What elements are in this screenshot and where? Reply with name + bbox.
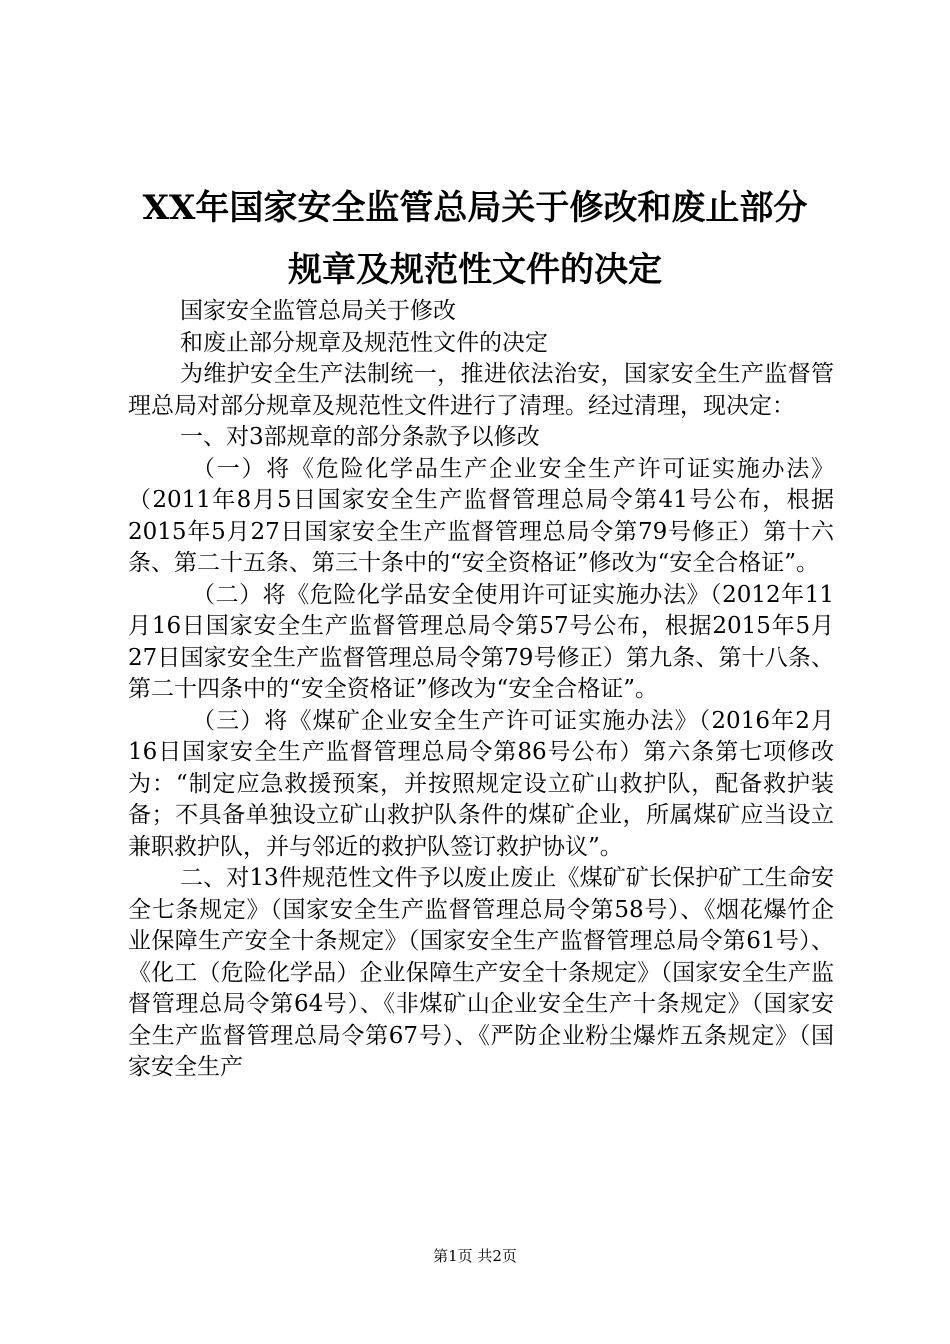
paragraph-item-2: （二）将《危险化学品安全使用许可证实施办法》（2012年11月16日国家安全生产监督管理总局令第57号公布，根据2015年5月27日国家安全生产监督管理总局令第79号修正）第九条、第十八条、第二十四条中的“安全资格证”修改为“安全合格证”。 (128, 581, 834, 702)
paragraph-section-1: 一、对3部规章的部分条款予以修改 (180, 424, 540, 450)
paragraph-subtitle-2: 和废止部分规章及规范性文件的决定 (180, 329, 548, 356)
paragraph-subtitle-1: 国家安全监管总局关于修改 (180, 298, 456, 324)
paragraph-item-3: （三）将《煤矿企业安全生产许可证实施办法》（2016年2月16日国家安全生产监督管理总局令第86号公布）第六条第七项修改为：“制定应急救援预案，并按照规定设立矿山救护队，配备救护装备；不具备单独设立矿山救护队条件的煤矿企业，所属煤矿应当设立兼职救护队，并与邻近的救护队签订救护协议”。 (128, 707, 834, 860)
page-indicator: 第1页 共2页 (433, 1247, 517, 1265)
document-title-line1: XX年国家安全监管总局关于修改和废止部分 (142, 188, 808, 228)
document-body (128, 296, 834, 1084)
paragraph-section-2: 二、对13件规范性文件予以废止废止《煤矿矿长保护矿工生命安全七条规定》（国家安全生产监督管理总局令第58号）、《烟花爆竹企业保障生产安全十条规定》（国家安全生产监督管理总局令第61号）、《化工（危险化学品）企业保障生产安全十条规定》（国家安全生产监督管理总局令第64号）、《非煤矿山企业安全生产十条规定》（国家安全生产监督管理总局令第67号）、《严防企业粉尘爆炸五条规定》（国家安全生产 (128, 865, 834, 1080)
paragraph-intro: 为维护安全生产法制统一，推进依法治安，国家安全生产监督管理总局对部分规章及规范性文件进行了清理。经过清理，现决定： (128, 361, 834, 419)
paragraph-item-1: （一）将《危险化学品生产企业安全生产许可证实施办法》（2011年8月5日国家安全生产监督管理总局令第41号公布，根据2015年5月27日国家安全生产监督管理总局令第79号修正）第十六条、第二十五条、第三十条中的“安全资格证”修改为“安全合格证”。 (128, 455, 834, 576)
document-title-line2: 规章及规范性文件的决定 (288, 250, 662, 290)
